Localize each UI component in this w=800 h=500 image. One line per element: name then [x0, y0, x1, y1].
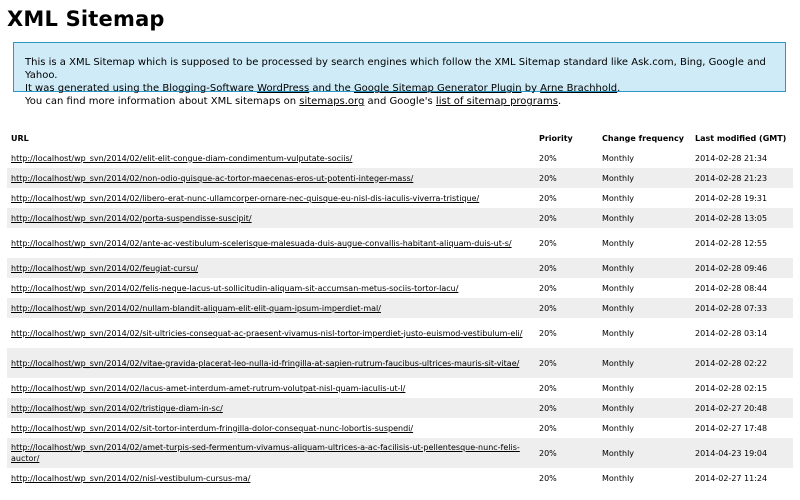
last-modified-cell: 2014-02-28 19:31 [695, 193, 768, 203]
sitemap-table [7, 120, 793, 488]
last-modified-cell: 2014-02-28 02:22 [691, 348, 793, 378]
url-cell [7, 378, 535, 398]
url-cell [7, 278, 535, 298]
priority-cell: 20% [539, 238, 557, 248]
last-modified-cell: 2014-02-28 03:14 [695, 328, 768, 338]
table-row [7, 148, 793, 168]
priority-cell: 20% [539, 423, 557, 433]
url-cell [7, 148, 535, 168]
last-modified-column-header: Last modified (GMT) [695, 134, 787, 143]
priority-cell: 20% [539, 473, 557, 483]
sitemaps-org-link[interactable]: sitemaps.org [299, 96, 365, 107]
url-cell [7, 188, 535, 208]
last-modified-cell: 2014-02-27 17:48 [695, 423, 768, 433]
intro-line-2 [25, 82, 774, 95]
sitemap-url-link[interactable]: http://localhost/wp_svn/2014/02/porta-suspendisse-suscipit/ [11, 213, 252, 223]
table-row [7, 278, 793, 298]
url-cell [7, 348, 535, 378]
table-row [7, 378, 793, 398]
last-modified-cell: 2014-02-28 08:44 [695, 283, 768, 293]
change-frequency-cell: Monthly [598, 348, 691, 378]
page-title: XML Sitemap [7, 7, 165, 31]
change-frequency-cell: Monthly [598, 438, 691, 468]
table-row [7, 228, 793, 258]
change-frequency-cell: Monthly [598, 258, 691, 278]
change-frequency-cell: Monthly [598, 208, 691, 228]
priority-cell: 20% [535, 168, 598, 188]
last-modified-cell: 2014-02-28 13:05 [691, 208, 793, 228]
intro-text: It was generated using the Blogging-Software [25, 83, 258, 94]
sitemap-url-link[interactable]: http://localhost/wp_svn/2014/02/vitae-gravida-placerat-leo-nulla-id-fringilla-at-sapien-rutrum-faucibus-ultrices-mauris-sit-vitae/ [11, 358, 520, 368]
table-row [7, 348, 793, 378]
change-frequency-cell: Monthly [602, 283, 635, 293]
sitemap-url-link[interactable]: http://localhost/wp_svn/2014/02/ante-ac-vestibulum-scelerisque-malesuada-duis-augue-convallis-habitant-aliquam-duis-ut-s/ [11, 238, 512, 248]
last-modified-cell: 2014-02-28 12:55 [695, 238, 768, 248]
sitemap-url-link[interactable]: http://localhost/wp_svn/2014/02/nisl-vestibulum-cursus-ma/ [11, 473, 251, 483]
priority-cell: 20% [535, 258, 598, 278]
intro-text: . [617, 83, 621, 94]
url-cell [7, 318, 535, 348]
sitemap-url-link[interactable]: http://localhost/wp_svn/2014/02/tristique-diam-in-sc/ [11, 403, 223, 413]
plugin-link[interactable]: Google Sitemap Generator Plugin [353, 83, 522, 94]
table-row [7, 438, 793, 468]
change-frequency-cell: Monthly [602, 238, 635, 248]
table-row [7, 468, 793, 488]
url-cell [7, 298, 535, 318]
change-frequency-cell: Monthly [598, 398, 691, 418]
table-body [7, 148, 793, 488]
priority-cell: 20% [535, 298, 598, 318]
change-frequency-cell: Monthly [598, 168, 691, 188]
url-cell [7, 228, 535, 258]
sitemap-url-link[interactable]: http://localhost/wp_svn/2014/02/elit-elit-congue-diam-condimentum-vulputate-sociis/ [11, 153, 353, 163]
last-modified-cell: 2014-02-28 21:34 [695, 153, 768, 163]
url-cell [7, 168, 535, 188]
sitemap-url-link[interactable]: http://localhost/wp_svn/2014/02/lacus-amet-interdum-amet-rutrum-volutpat-nisl-quam-iaculis-ut-l/ [11, 383, 406, 393]
table-row [7, 318, 793, 348]
table-row [7, 418, 793, 438]
sitemap-url-link[interactable]: http://localhost/wp_svn/2014/02/nullam-blandit-aliquam-elit-elit-quam-ipsum-imperdiet-mal/ [11, 303, 381, 313]
sitemap-url-link[interactable]: http://localhost/wp_svn/2014/02/sit-ultricies-consequat-ac-praesent-vivamus-nisl-tortor-imperdiet-justo-euismod-vestibulum-eli/ [11, 328, 523, 338]
priority-cell: 20% [535, 398, 598, 418]
sitemap-url-link[interactable]: http://localhost/wp_svn/2014/02/non-odio-quisque-ac-tortor-maecenas-eros-ut-potenti-integer-mass/ [11, 173, 414, 183]
url-cell [7, 398, 535, 418]
url-cell [7, 208, 535, 228]
table-row [7, 168, 793, 188]
last-modified-cell: 2014-02-28 09:46 [691, 258, 793, 278]
url-cell [7, 468, 535, 488]
url-cell [7, 438, 535, 468]
intro-text: and Google's [364, 96, 436, 107]
table-row [7, 398, 793, 418]
intro-text: You can find more information about XML sitemaps on [25, 96, 300, 107]
intro-box [13, 42, 786, 107]
priority-cell: 20% [539, 328, 557, 338]
last-modified-cell: 2014-02-28 02:15 [695, 383, 768, 393]
change-frequency-cell: Monthly [602, 193, 635, 203]
url-cell [7, 418, 535, 438]
priority-cell: 20% [535, 208, 598, 228]
intro-text: This is a XML Sitemap which is supposed to be processed by search engines which follow the XML Sitemap standard like Ask.com, Bing, Google and Yahoo. [25, 57, 766, 81]
change-frequency-cell: Monthly [602, 423, 635, 433]
priority-cell: 20% [539, 383, 557, 393]
intro-text: by [521, 83, 541, 94]
sitemap-url-link[interactable]: http://localhost/wp_svn/2014/02/felis-neque-lacus-ut-sollicitudin-aliquam-sit-accumsan-metus-sociis-tortor-lacu/ [11, 283, 459, 293]
last-modified-cell: 2014-02-27 20:48 [691, 398, 793, 418]
table-header-row [7, 120, 793, 148]
intro-text: and the [309, 83, 354, 94]
change-frequency-column-header: Change frequency [602, 134, 684, 143]
intro-line-3 [25, 95, 774, 108]
url-column-header: URL [11, 134, 29, 143]
priority-cell: 20% [539, 193, 557, 203]
priority-cell: 20% [539, 153, 557, 163]
sitemap-url-link[interactable]: http://localhost/wp_svn/2014/02/amet-turpis-sed-fermentum-vivamus-aliquam-ultrices-a-ac-facilisis-ut-pellentesque-nunc-felis-auctor/ [11, 443, 520, 463]
change-frequency-cell: Monthly [602, 153, 635, 163]
last-modified-cell: 2014-02-28 21:23 [691, 168, 793, 188]
sitemap-programs-link[interactable]: list of sitemap programs [435, 96, 558, 107]
author-link[interactable]: Arne Brachhold [540, 83, 618, 94]
url-cell [7, 258, 535, 278]
change-frequency-cell: Monthly [602, 328, 635, 338]
wordpress-link[interactable]: WordPress [257, 83, 310, 94]
sitemap-url-link[interactable]: http://localhost/wp_svn/2014/02/feugiat-cursu/ [11, 263, 199, 273]
change-frequency-cell: Monthly [598, 298, 691, 318]
table-row [7, 208, 793, 228]
sitemap-url-link[interactable]: http://localhost/wp_svn/2014/02/sit-tortor-interdum-fringilla-dolor-consequat-nunc-lobortis-suspendi/ [11, 423, 414, 433]
priority-cell: 20% [539, 283, 557, 293]
intro-line-1 [25, 56, 774, 82]
last-modified-cell: 2014-02-27 11:24 [695, 473, 768, 483]
priority-cell: 20% [535, 438, 598, 468]
change-frequency-cell: Monthly [602, 383, 635, 393]
intro-text: . [557, 96, 562, 107]
change-frequency-cell: Monthly [602, 473, 635, 483]
last-modified-cell: 2014-02-28 07:33 [691, 298, 793, 318]
sitemap-url-link[interactable]: http://localhost/wp_svn/2014/02/libero-erat-nunc-ullamcorper-ornare-nec-quisque-eu-nisl-dis-iaculis-viverra-tristique/ [11, 193, 480, 203]
table-row [7, 258, 793, 278]
table-row [7, 188, 793, 208]
table-row [7, 298, 793, 318]
priority-cell: 20% [535, 348, 598, 378]
priority-column-header: Priority [539, 134, 573, 143]
last-modified-cell: 2014-04-23 19:04 [691, 438, 793, 468]
